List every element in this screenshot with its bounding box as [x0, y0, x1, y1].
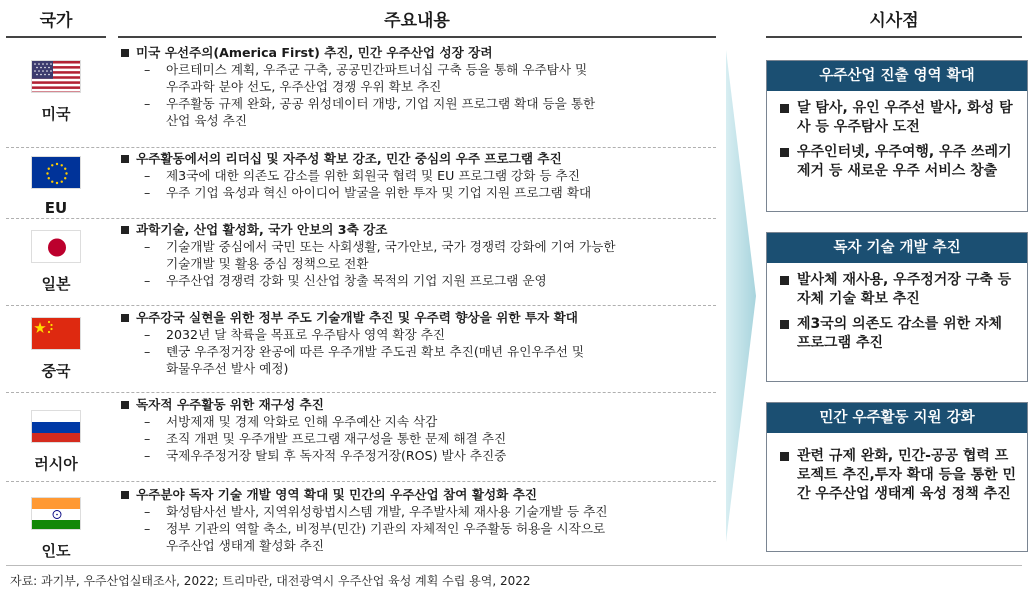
eu-flag-icon — [31, 156, 81, 189]
implication-title: 우주산업 진출 영역 확대 — [767, 61, 1027, 91]
country-name: EU — [44, 199, 68, 217]
sub-line: 2032년 달 착륙을 목표로 우주탐사 영역 확장 추진 — [166, 327, 446, 342]
source-note: 자료: 과기부, 우주산업실태조사, 2022; 트리마란, 대전광역시 우주산업 육성 계획 수립 용역, 2022 — [10, 574, 531, 588]
sub-line: 정부 기관의 역할 축소, 비정부(민간) 기관의 자체적인 우주활동 허용을 시작으로 — [166, 521, 606, 536]
row-divider — [6, 392, 716, 393]
content-cell-eu — [118, 150, 716, 201]
sub-line: 아르테미스 계획, 우주군 구축, 공공민간파트너십 구축 등을 통해 우주탐사 및 — [166, 62, 588, 77]
sub-line: 우주과학 분야 선도, 우주산업 경쟁 우위 확보 추진 — [166, 79, 442, 94]
row-divider — [6, 481, 716, 482]
row-divider — [6, 305, 716, 306]
sub-line: 국제우주정거장 탈퇴 후 독자적 우주정거장(ROS) 발사 추진중 — [166, 448, 507, 463]
footer-divider — [6, 565, 1022, 566]
us-flag-icon — [31, 60, 81, 93]
sub-line: 우주활동 규제 완화, 공공 위성데이터 개방, 기업 지원 프로그램 확대 등을 통한 — [166, 96, 596, 111]
sub-line: 제3국에 대한 의존도 감소를 위한 회원국 협력 및 EU 프로그램 강화 등 추진 — [166, 168, 580, 183]
sub-line: 우주산업 생태계 활성화 추진 — [166, 538, 324, 553]
russia-flag-icon — [31, 410, 81, 443]
implication-item: 달 탐사, 유인 우주선 발사, 화성 탐사 등 우주탐사 도전 — [775, 99, 1019, 137]
content-column-header: 주요내용 — [384, 11, 450, 31]
content-sub-item: – 아르테미스 계획, 우주군 구축, 공공민간파트너십 구축 등을 통해 우주탐사 및 우주과학 분야 선도, 우주산업 경쟁 우위 확보 추진 — [118, 61, 716, 95]
implication-item: 관련 규제 완화, 민간-공공 협력 프로젝트 추진,투자 확대 등을 통한 민간 우주산업 생태계 육성 정책 추진 — [775, 447, 1019, 504]
content-sub-item: – 톈궁 우주정거장 완공에 따른 우주개발 주도권 확보 추진(매년 유인우주선 및 화물우주선 발사 예정) — [118, 343, 716, 377]
implication-box-expansion — [766, 60, 1028, 212]
content-sub-item: – 서방제재 및 경제 악화로 인해 우주예산 지속 삭감 — [118, 413, 716, 430]
sub-line: 화물우주선 발사 예정) — [166, 361, 289, 376]
content-headline: 우주분야 독자 기술 개발 영역 확대 및 민간의 우주산업 참여 활성화 추진 — [118, 486, 716, 503]
implications-column-header: 시사점 — [869, 11, 919, 31]
content-cell-japan — [118, 221, 716, 289]
implication-title: 독자 기술 개발 추진 — [767, 233, 1027, 263]
content-headline: 독자적 우주활동 위한 재구성 추진 — [118, 396, 716, 413]
country-cell-usa — [6, 60, 106, 124]
sub-line: 화성탐사선 발사, 지역위성항법시스템 개발, 우주발사체 재사용 기술개발 등 추진 — [166, 504, 608, 519]
content-sub-item: – 기술개발 중심에서 국민 또는 사회생활, 국가안보, 국가 경쟁력 강화에 기여 가능한 기술개발 및 활용 중심 정책으로 전환 — [118, 238, 716, 272]
header-underline — [766, 36, 1022, 38]
implication-item: 발사체 재사용, 우주정거장 구축 등 자체 기술 확보 추진 — [775, 271, 1019, 309]
country-name: 러시아 — [34, 455, 78, 473]
content-sub-item: – 화성탐사선 발사, 지역위성항법시스템 개발, 우주발사체 재사용 기술개발 등 추진 — [118, 503, 716, 520]
implication-item: 우주인터넷, 우주여행, 우주 쓰레기 제거 등 새로운 우주 서비스 창출 — [775, 143, 1019, 181]
sub-line: 기술개발 및 활용 중심 정책으로 전환 — [166, 256, 369, 271]
content-cell-russia — [118, 396, 716, 464]
content-sub-item: – 2032년 달 착륙을 목표로 우주탐사 영역 확장 추진 — [118, 326, 716, 343]
sub-line: 우주 기업 육성과 혁신 아이디어 발굴을 위한 투자 및 기업 지원 프로그램 확대 — [166, 185, 592, 200]
sub-line: 우주산업 경쟁력 강화 및 신산업 창출 목적의 기업 지원 프로그램 운영 — [166, 273, 547, 288]
sub-line: 조직 개편 및 우주개발 프로그램 재구성을 통한 문제 해결 추진 — [166, 431, 507, 446]
content-sub-item: – 우주 기업 육성과 혁신 아이디어 발굴을 위한 투자 및 기업 지원 프로그램 확대 — [118, 184, 716, 201]
content-sub-item: – 국제우주정거장 탈퇴 후 독자적 우주정거장(ROS) 발사 추진중 — [118, 447, 716, 464]
chevron-right-arrow-icon — [726, 50, 756, 542]
japan-flag-icon — [31, 230, 81, 263]
content-headline: 과학기술, 산업 활성화, 국가 안보의 3축 강조 — [118, 221, 716, 238]
content-sub-item: – 우주활동 규제 완화, 공공 위성데이터 개방, 기업 지원 프로그램 확대 등을 통한 산업 육성 추진 — [118, 95, 716, 129]
content-cell-china — [118, 309, 716, 377]
header-underline — [118, 36, 716, 38]
content-headline: 우주활동에서의 리더십 및 자주성 확보 강조, 민간 중심의 우주 프로그램 추진 — [118, 150, 716, 167]
country-cell-eu — [6, 156, 106, 217]
header-underline — [6, 36, 106, 38]
country-name: 인도 — [41, 542, 71, 560]
country-cell-china — [6, 317, 106, 381]
implication-title: 민간 우주활동 지원 강화 — [767, 403, 1027, 433]
implication-box-private — [766, 402, 1028, 552]
india-flag-icon — [31, 497, 81, 530]
implication-item: 제3국의 의존도 감소를 위한 자체 프로그램 추진 — [775, 315, 1019, 353]
content-sub-item: – 우주산업 경쟁력 강화 및 신산업 창출 목적의 기업 지원 프로그램 운영 — [118, 272, 716, 289]
country-name: 미국 — [41, 105, 71, 123]
country-cell-japan — [6, 230, 106, 294]
sub-line: 산업 육성 추진 — [166, 113, 247, 128]
row-divider — [6, 218, 716, 219]
country-name: 중국 — [41, 362, 71, 380]
sub-line: 톈궁 우주정거장 완공에 따른 우주개발 주도권 확보 추진(매년 유인우주선 및 — [166, 344, 585, 359]
content-headline: 미국 우선주의(America First) 추진, 민간 우주산업 성장 장려 — [118, 44, 716, 61]
content-headline: 우주강국 실현을 위한 정부 주도 기술개발 추진 및 우주력 향상을 위한 투자 확대 — [118, 309, 716, 326]
content-sub-item: – 조직 개편 및 우주개발 프로그램 재구성을 통한 문제 해결 추진 — [118, 430, 716, 447]
country-cell-russia — [6, 410, 106, 474]
china-flag-icon — [31, 317, 81, 350]
row-divider — [6, 147, 716, 148]
content-cell-india — [118, 486, 716, 554]
content-cell-usa — [118, 44, 716, 129]
implication-box-tech — [766, 232, 1028, 382]
sub-line: 서방제재 및 경제 악화로 인해 우주예산 지속 삭감 — [166, 414, 438, 429]
sub-line: 기술개발 중심에서 국민 또는 사회생활, 국가안보, 국가 경쟁력 강화에 기여 가능한 — [166, 239, 616, 254]
country-cell-india — [6, 497, 106, 561]
country-column-header: 국가 — [39, 11, 73, 31]
country-name: 일본 — [41, 275, 71, 293]
content-sub-item: – 정부 기관의 역할 축소, 비정부(민간) 기관의 자체적인 우주활동 허용을 시작으로 우주산업 생태계 활성화 추진 — [118, 520, 716, 554]
content-sub-item: – 제3국에 대한 의존도 감소를 위한 회원국 협력 및 EU 프로그램 강화 등 추진 — [118, 167, 716, 184]
